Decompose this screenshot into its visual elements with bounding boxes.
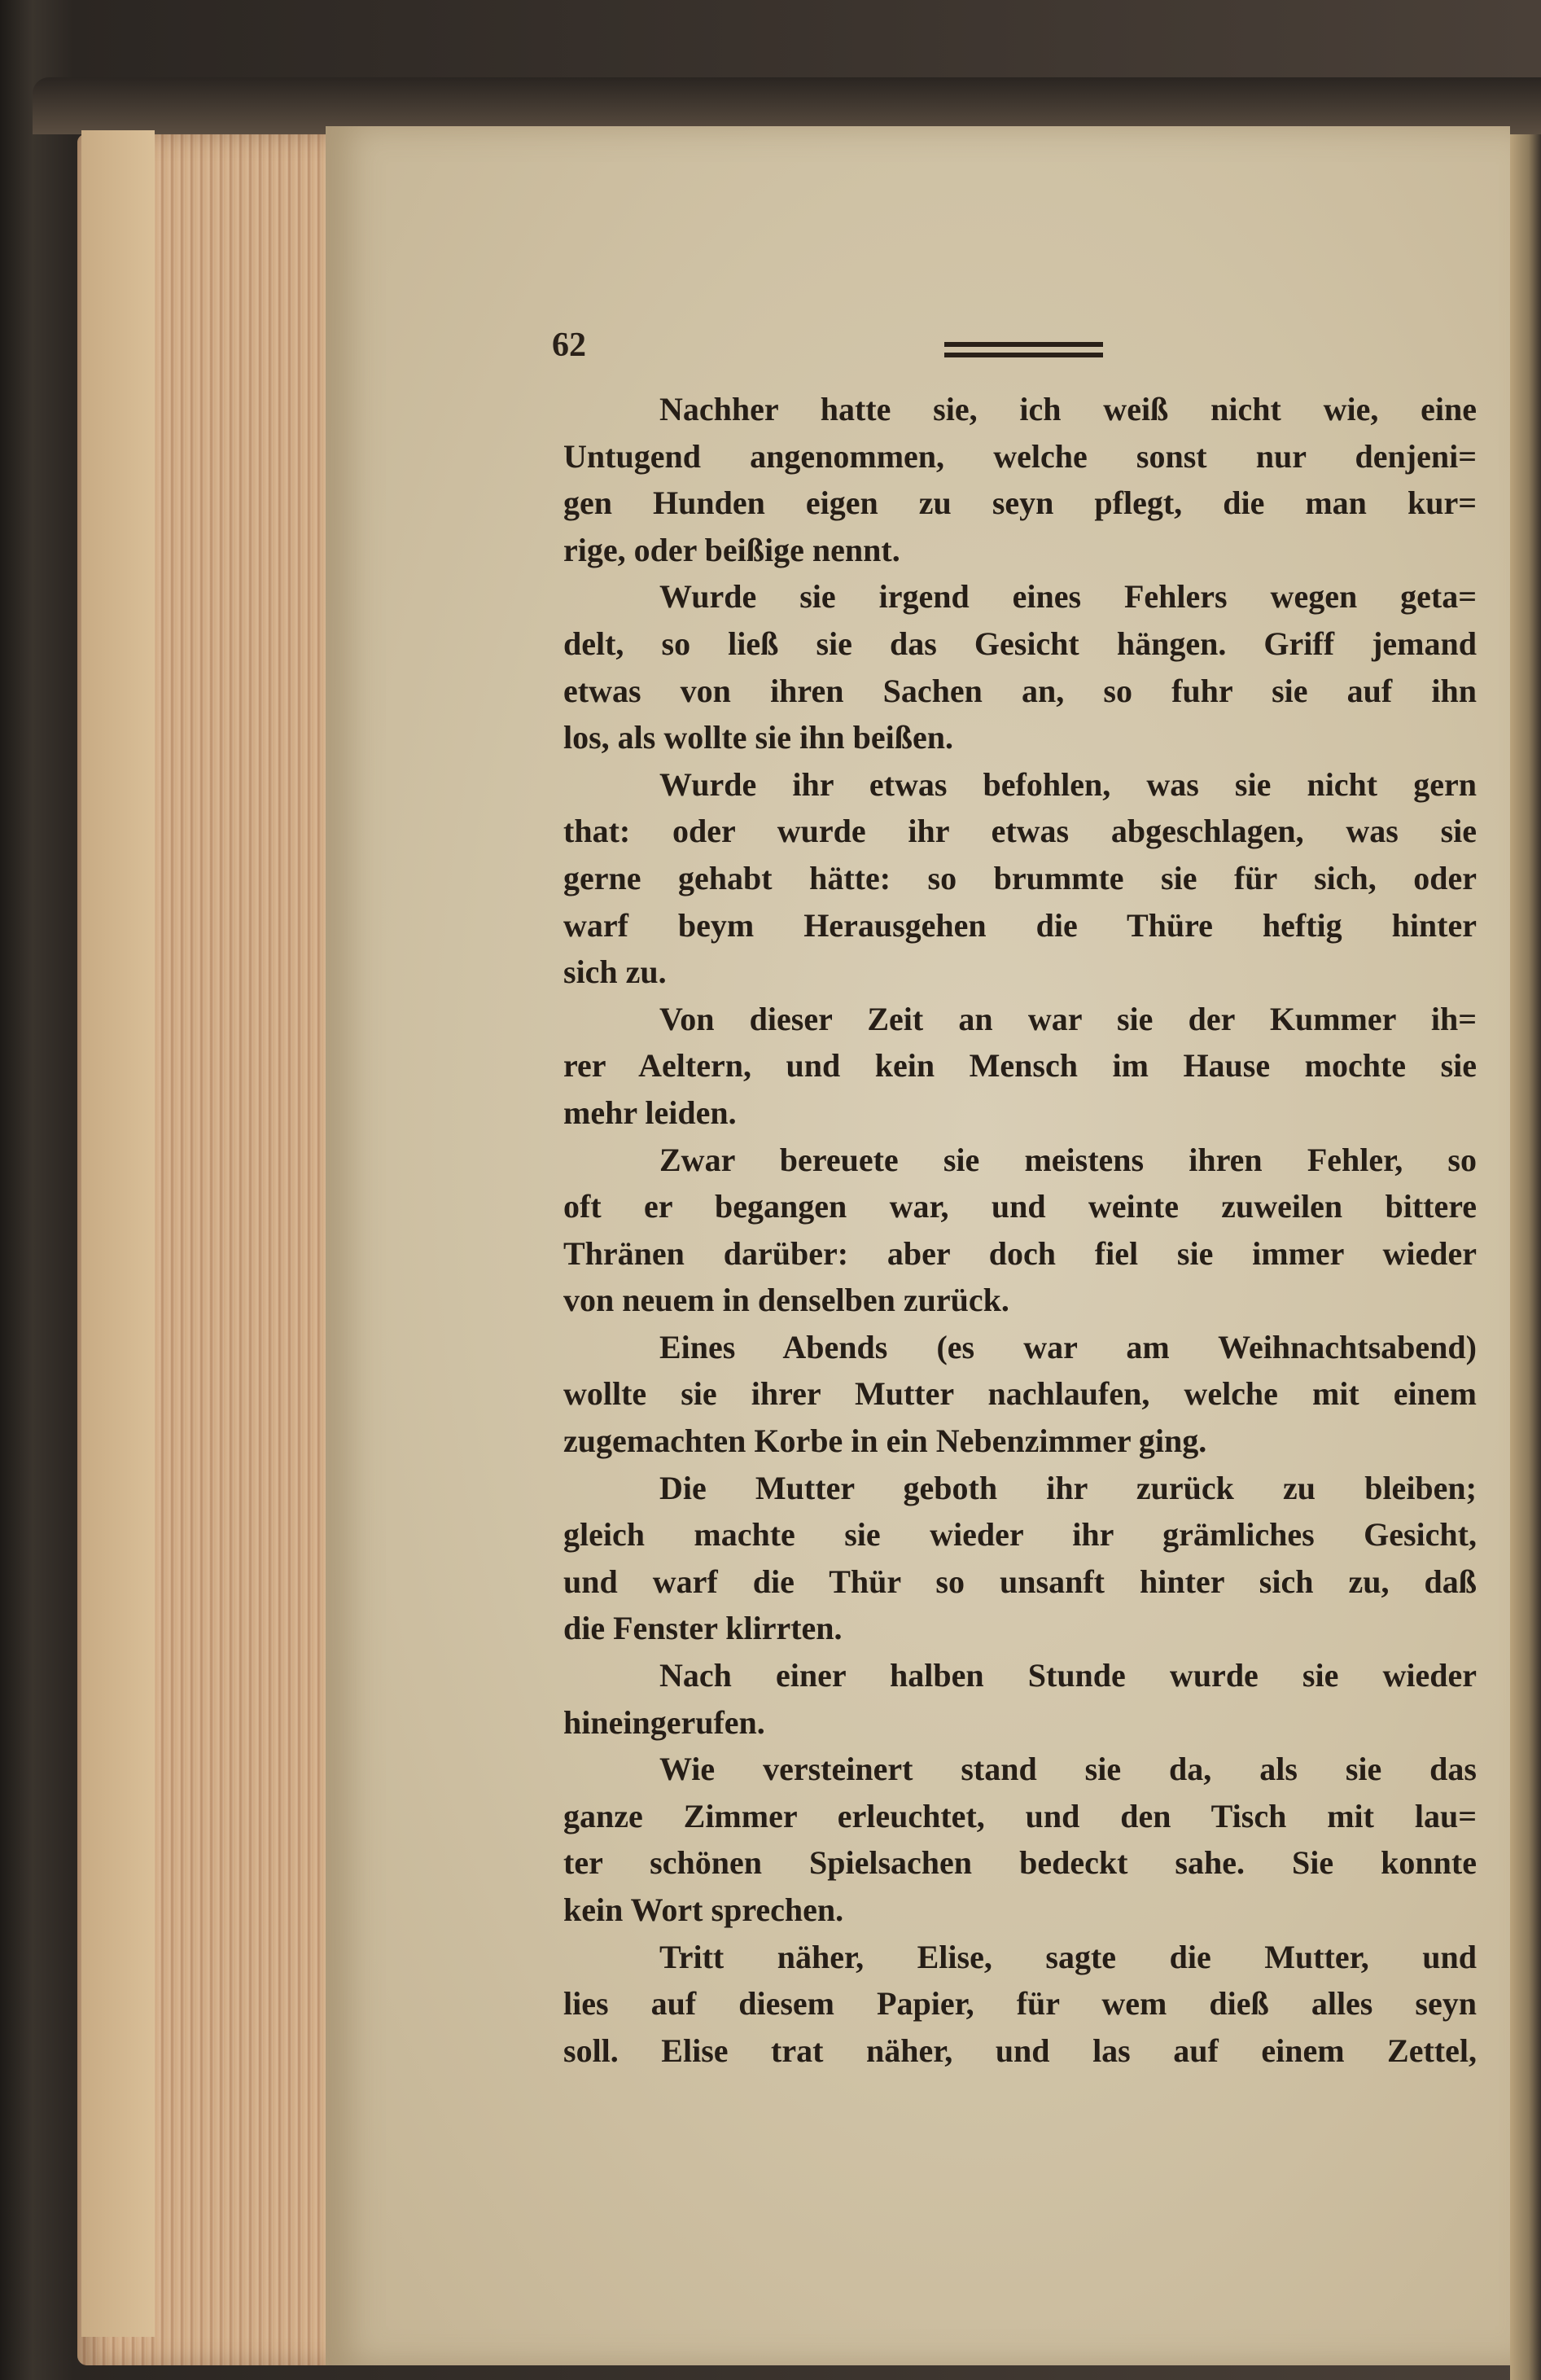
text-line: soll. Elise trat näher, und las auf einem Zettel, [563,2032,1477,2069]
text-line: Untugend angenommen, welche sonst nur denjeni= [563,437,1477,475]
text-line: delt, so ließ sie das Gesicht hängen. Griff jemand [563,625,1477,662]
text-line: lies auf diesem Papier, für wem dieß alles seyn [563,1985,1477,2023]
text-line: rige, oder beißige nennt. [563,531,900,568]
page-number: 62 [552,327,586,364]
text-line: Wie versteinert stand sie da, als sie das [659,1751,1477,1788]
text-line: los, als wollte sie ihn beißen. [563,719,953,756]
text-line: that: oder wurde ihr etwas abgeschlagen, was sie [563,813,1477,850]
text-line: sich zu. [563,953,667,991]
text-line: und warf die Thür so unsanft hinter sich zu, daß [563,1563,1477,1600]
text-line: rer Aeltern, und kein Mensch im Hause mochte sie [563,1047,1477,1085]
text-line: gen Hunden eigen zu seyn pflegt, die man kur= [563,484,1477,522]
text-line: Thränen darüber: aber doch fiel sie immer wieder [563,1234,1477,1272]
text-line: Zwar bereuete sie meistens ihren Fehler, so [659,1141,1477,1178]
text-line: ganze Zimmer erleuchtet, und den Tisch mit lau= [563,1797,1477,1834]
text-line: Die Mutter geboth ihr zurück zu bleiben; [659,1469,1477,1506]
text-line: Wurde ihr etwas befohlen, was sie nicht gern [659,765,1477,803]
text-line: ter schönen Spielsachen bedeckt sahe. Sie konnte [563,1844,1477,1882]
text-line: Wurde sie irgend eines Fehlers wegen geta= [659,578,1477,616]
text-line: wollte sie ihrer Mutter nachlaufen, welche mit einem [563,1375,1477,1413]
text-line: die Fenster klirrten. [563,1610,843,1647]
body-text [563,386,1477,2074]
text-line: zugemachten Korbe in ein Nebenzimmer ging. [563,1422,1207,1460]
text-line: Tritt näher, Elise, sagte die Mutter, und [659,1938,1477,1975]
text-line: warf beym Herausgehen die Thüre heftig hinter [563,906,1477,944]
text-line: von neuem in denselben zurück. [563,1282,1009,1319]
text-line: Nachher hatte sie, ich weiß nicht wie, eine [659,391,1477,427]
text-line: gleich machte sie wieder ihr grämliches Gesicht, [563,1516,1477,1554]
page-stack-outer [81,130,155,2337]
text-line: hineingerufen. [563,1703,765,1741]
text-line: Nach einer halben Stunde wurde sie wieder [659,1657,1477,1694]
text-line: kein Wort sprechen. [563,1891,844,1928]
text-line: oft er begangen war, und weinte zuweilen bittere [563,1188,1477,1225]
text-line: Von dieser Zeit an war sie der Kummer ih= [659,1000,1477,1037]
text-line: etwas von ihren Sachen an, so fuhr sie auf ihn [563,672,1477,709]
header-ornament-rule [944,342,1103,363]
text-line: gerne gehabt hätte: so brummte sie für sich, oder [563,859,1477,896]
text-line: Eines Abends (es war am Weihnachtsabend) [659,1328,1477,1365]
text-line: mehr leiden. [563,1094,737,1131]
page-right-edge [1510,134,1541,2380]
